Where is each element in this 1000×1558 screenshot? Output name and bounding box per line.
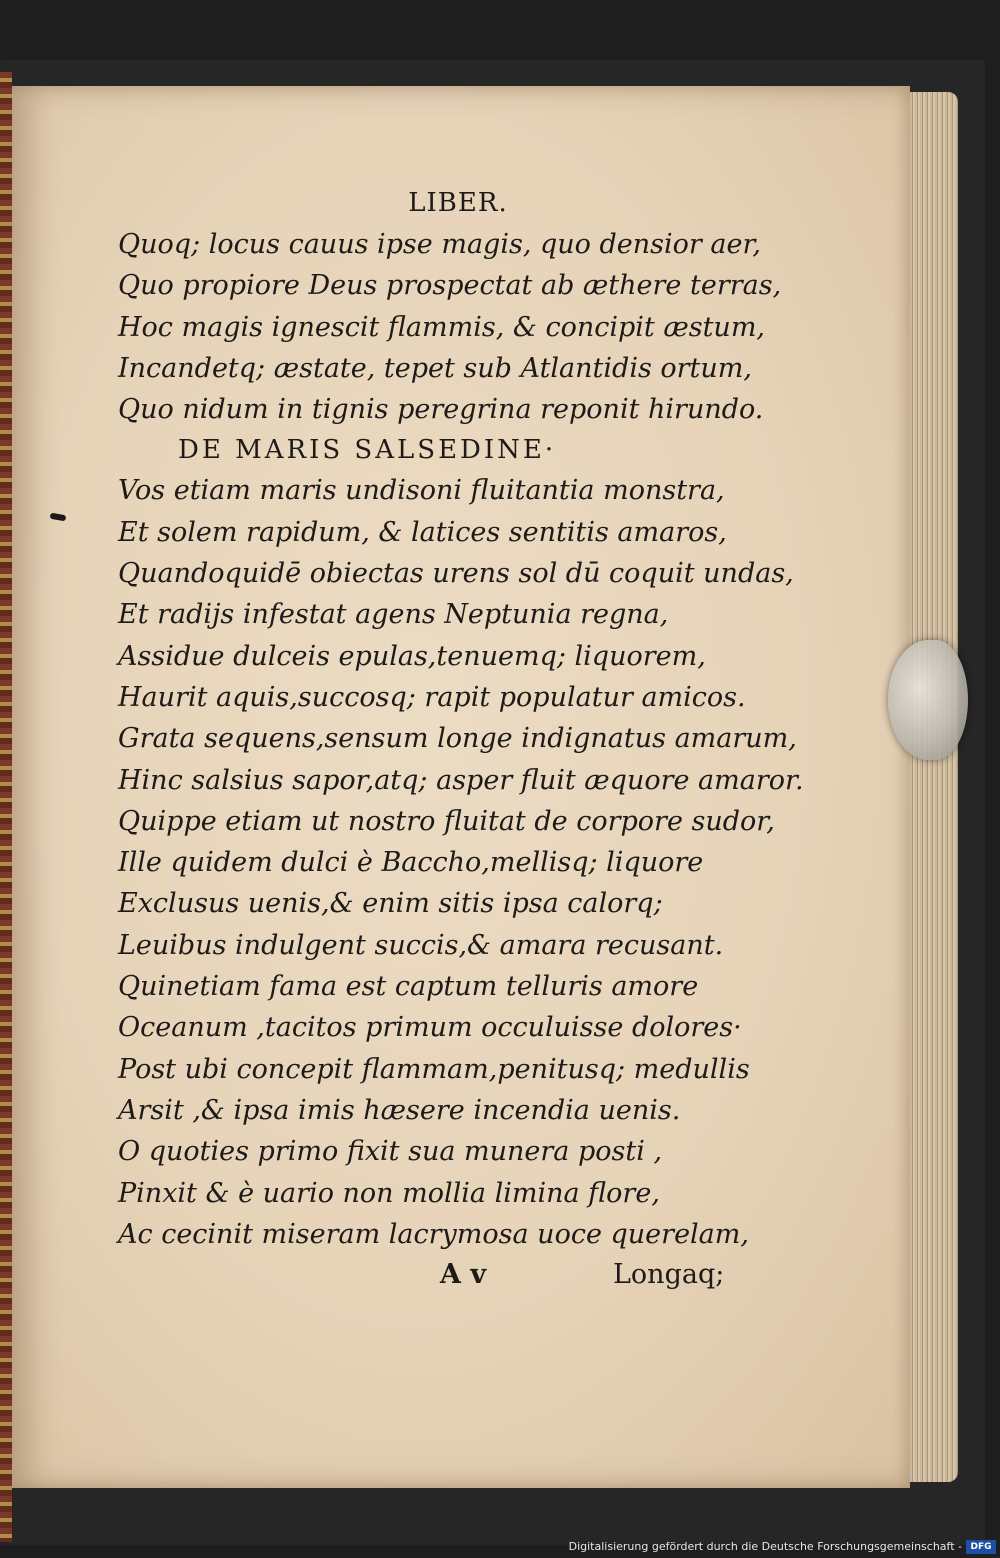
spine-headband (0, 72, 12, 1542)
verse-line: Quippe etiam ut nostro fluitat de corpore sudor, (118, 805, 775, 837)
dfg-logo: DFG (966, 1540, 996, 1554)
verse-line: Haurit aquis,succosq; rapit populatur amicos. (118, 681, 746, 713)
section-heading: DE MARIS SALSEDINE· (178, 435, 557, 466)
page-footer (118, 1255, 758, 1299)
running-head: LIBER. (408, 188, 508, 218)
verse-line: Post ubi concepit flammam,penitusq; medullis (118, 1053, 750, 1085)
verse-line: Quo propiore Deus prospectat ab æthere terras, (118, 270, 782, 302)
verse-line: Quandoquidē obiectas urens sol dū coquit undas, (118, 558, 794, 590)
verse-line: Et radijs infestat agens Neptunia regna, (118, 599, 669, 631)
page-text (118, 182, 804, 1299)
verse-line: Arsit ,& ipsa imis hæsere incendia uenis. (118, 1094, 681, 1126)
verse-line: Quo nidum in tignis peregrina reponit hirundo. (118, 394, 764, 426)
verse-line: Hinc salsius sapor,atq; asper fluit æquore amaror. (118, 764, 804, 796)
page-clip (888, 640, 968, 760)
verse-line: Exclusus uenis,& enim sitis ipsa calorq; (118, 888, 663, 920)
verse-line: Quinetiam fama est captum telluris amore (118, 971, 699, 1003)
catchword: Longaq; (613, 1259, 725, 1291)
verse-line: Incandetq; æstate, tepet sub Atlantidis ortum, (118, 352, 752, 384)
signature-mark: A v (440, 1259, 487, 1291)
verse-line: Hoc magis ignescit flammis, & concipit æstum, (118, 311, 766, 343)
verse-line: Grata sequens,sensum longe indignatus amarum, (118, 723, 797, 755)
verse-line: Vos etiam maris undisoni fluitantia monstra, (118, 475, 725, 507)
verse-line: Quoq; locus cauus ipse magis, quo densior aer, (118, 229, 761, 260)
verse-line: Ille quidem dulci è Baccho,mellisq; liquore (118, 847, 704, 879)
credit-bar (0, 1538, 1000, 1558)
verse-line: Oceanum ,tacitos primum occuluisse dolores· (118, 1012, 742, 1044)
credit-text: Digitalisierung gefördert durch die Deutsche Forschungsgemeinschaft - (568, 1540, 962, 1553)
verse-line: Ac cecinit miseram lacrymosa uoce querelam, (118, 1218, 749, 1250)
verse-line: Assidue dulceis epulas,tenuemq; liquorem, (118, 640, 706, 672)
verse-line: O quoties primo fixit sua munera posti , (118, 1136, 663, 1168)
verse-line: Leuibus indulgent succis,& amara recusant. (118, 929, 724, 961)
verse-line: Pinxit & è uario non mollia limina flore, (118, 1177, 660, 1209)
verse-line: Et solem rapidum, & latices sentitis amaros, (118, 516, 727, 548)
